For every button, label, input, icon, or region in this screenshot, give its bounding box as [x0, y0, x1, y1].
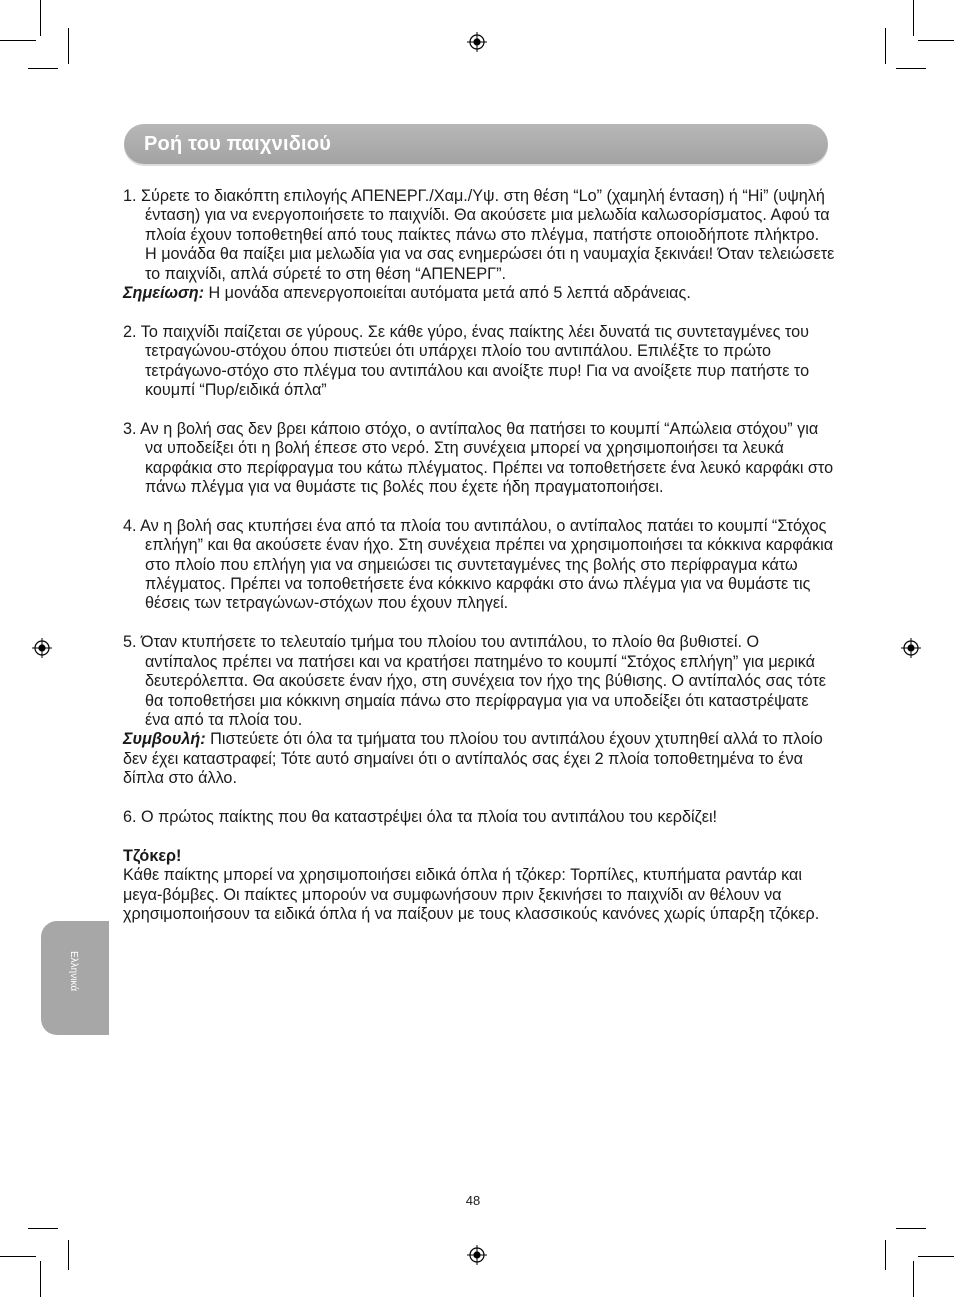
note-label: Σημείωση: [123, 284, 204, 303]
step-5: 5. Όταν κτυπήσετε το τελευταίο τμήμα του πλοίου του αντιπάλου, το πλοίο θα βυθιστεί. Ο αντίπαλος πρέπει να πατήσει και να κρατήσει πατημένο το κουμπί “Στόχος επλήγη” για μερικά δευτερόλεπτα. Θα ακούσετε έναν ήχο, στη συνέχεια τον ήχο της βύθισης. Ο αντίπαλός σας τότε θα τοποθετήσει μια κόκκινη σημαία πάνω στο περίφραγμα για να υποδείξει ότι καταστρέψατε ένα από τα πλοία του. [123, 633, 826, 729]
crop-mark [0, 1256, 36, 1257]
section-banner [124, 124, 828, 164]
crop-mark [885, 1240, 886, 1270]
note-text: Η μονάδα απενεργοποιείται αυτόματα μετά από 5 λεπτά αδράνειας. [203, 284, 691, 303]
crop-mark [885, 28, 886, 64]
crop-mark [0, 40, 36, 41]
section-title: Ροή του παιχνιδιού [144, 133, 332, 155]
joker-text: Κάθε παίκτης μπορεί να χρησιμοποιήσει ειδικά όπλα ή τζόκερ: Τορπίλες, κτυπήματα ραντάρ και μεγα-βόμβες. Οι παίκτες μπορούν να συμφωνήσουν πριν ξεκινήσει το παιχνίδι αν θέλουν να χρησιμοποιήσουν τα ειδικά όπλα ή να παίξουν με τους κλασσικούς κανόνες χωρίς ύπαρξη τζόκερ. [123, 866, 820, 923]
language-side-tab [41, 921, 109, 1035]
step-4: 4. Αν η βολή σας κτυπήσει ένα από τα πλοία του αντιπάλου, ο αντίπαλος πατάει το κουμπί “Στόχος επλήγη” και θα ακούσετε έναν ήχο. Στη συνέχεια πρέπει να χρησιμοποιήσει τα κόκκινα καρφάκια στο πλοίο που επλήγη για να σημειώσει τις συντεταγμένες της βολής στο περίφραγμα κάτω πλέγματος. Πρέπει να τοποθετήσετε ένα κόκκινο καρφάκι στο άνω πλέγμα για να θυμάστε τις θέσεις των τετραγώνων-στόχων που έχουν πληγεί. [123, 516, 834, 613]
crop-mark [40, 0, 41, 36]
step-2: 2. Το παιχνίδι παίζεται σε γύρους. Σε κάθε γύρο, ένας παίκτης λέει δυνατά τις συντεταγμένες του τετραγώνου-στόχου όπου πιστεύει ότι υπάρχει πλοίο του αντιπάλου. Επιλέξτε το πρώτο τετράγωνο-στόχο στο πλέγμα του αντιπάλου και ανοίξτε πυρ! Για να ανοίξετε πυρ πατήστε το κουμπί “Πυρ/ειδικά όπλα” [123, 322, 810, 400]
registration-mark-icon [32, 638, 52, 658]
crop-mark [40, 1261, 41, 1297]
crop-mark [918, 1256, 954, 1257]
crop-mark [28, 68, 58, 69]
crop-mark [68, 28, 69, 64]
crop-mark [918, 40, 954, 41]
registration-mark-icon [901, 638, 921, 658]
crop-mark [68, 1240, 69, 1270]
tip-label: Συμβουλή: [123, 730, 206, 749]
registration-mark-icon [467, 1245, 487, 1265]
joker-heading: Τζόκερ! [123, 846, 182, 865]
registration-mark-icon [467, 32, 487, 52]
instructions-body [123, 187, 835, 924]
language-label: Ελληνικά [68, 951, 79, 992]
step-3: 3. Αν η βολή σας δεν βρει κάποιο στόχο, ο αντίπαλος θα πατήσει το κουμπί “Απώλεια στόχου” για να υποδείξει ότι η βολή έπεσε στο νερό. Στη συνέχεια μπορεί να χρησιμοποιήσει τα λευκά καρφάκια στο περίφραγμα του κάτω πλέγματος. Πρέπει να τοποθετήσετε ένα λευκό καρφάκι στο πάνω πλέγμα για να θυμάστε τις βολές που έχετε ήδη πραγματοποιήσει. [123, 419, 834, 497]
page-number: 48 [465, 1193, 481, 1208]
step-1: 1. Σύρετε το διακόπτη επιλογής ΑΠΕΝΕΡΓ./Χαμ./Υψ. στη θέση “Lo” (χαμηλή ένταση) ή “Hi” (υψηλή ένταση) για να ενεργοποιήσετε το παιχνίδι. Θα ακούσετε μια μελωδία καλωσορίσματος. Αφού τα πλοία έχουν τοποθετηθεί από τους παίκτες πάνω στο πλέγμα, πατήστε οποιοδήποτε πλήκτρο. Η μονάδα θα παίξει μια μελωδία για να σας ενημερώσει ότι η ναυμαχία ξεκινάει! Όταν τελειώσετε το παιχνίδι, απλά σύρετέ το στη θέση “ΑΠΕΝΕΡΓ”. [123, 187, 835, 283]
crop-mark [913, 1261, 914, 1297]
crop-mark [28, 1228, 58, 1229]
crop-mark [896, 68, 926, 69]
crop-mark [913, 0, 914, 36]
note-paragraph [123, 284, 835, 303]
step-6: 6. Ο πρώτος παίκτης που θα καταστρέψει όλα τα πλοία του αντιπάλου του κερδίζει! [123, 807, 718, 826]
crop-mark [896, 1228, 926, 1229]
tip-paragraph [123, 730, 835, 788]
tip-text: Πιστεύετε ότι όλα τα τμήματα του πλοίου του αντιπάλου έχουν χτυπηθεί αλλά το πλοίο δεν έχει καταστραφεί; Τότε αυτό σημαίνει ότι ο αντίπαλός σας έχει 2 πλοία τοποθετημένα το ένα δίπλα στο άλλο. [123, 730, 823, 788]
